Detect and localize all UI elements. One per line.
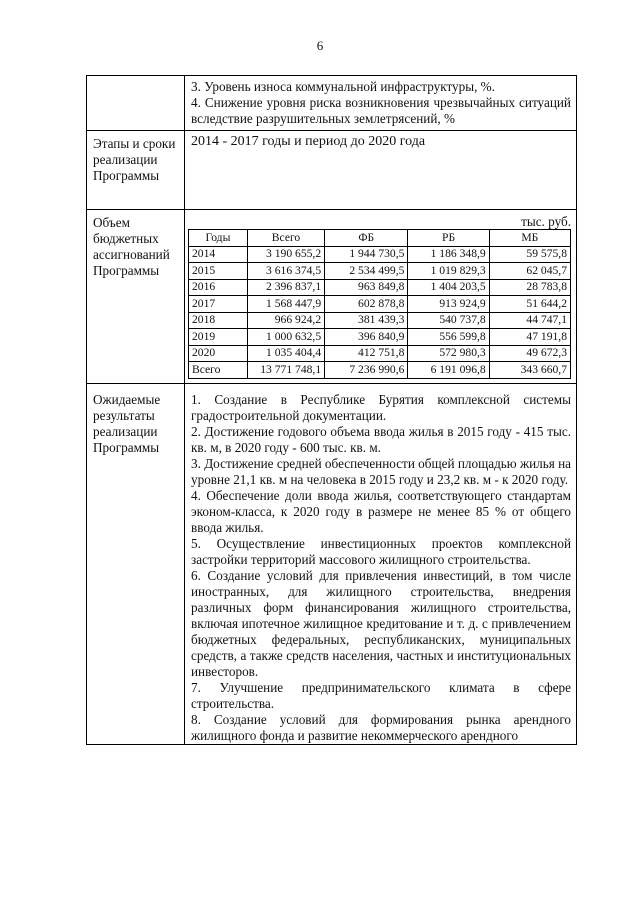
stages-label: Этапы и сроки реализации Программы xyxy=(87,131,185,210)
rb-cell: 913 924,9 xyxy=(408,296,489,313)
result-item: 2. Достижение годового объема ввода жилья в 2015 году - 415 тыс. кв. м, в 2020 году - 600 тыс. кв. м. xyxy=(191,423,571,455)
mb-cell: 62 045,7 xyxy=(489,263,570,280)
fb-cell: 602 878,8 xyxy=(325,296,408,313)
table-row xyxy=(189,263,571,280)
rb-cell: 1 019 829,3 xyxy=(408,263,489,280)
fb-cell: 396 840,9 xyxy=(325,329,408,346)
rb-cell: 556 599,8 xyxy=(408,329,489,346)
rb-cell: 540 737,8 xyxy=(408,312,489,329)
year-cell: 2020 xyxy=(189,345,248,362)
total-cell: 1 568 447,9 xyxy=(247,296,324,313)
fb-cell: 381 439,3 xyxy=(325,312,408,329)
fb-cell: 1 944 730,5 xyxy=(325,246,408,263)
header-total: Всего xyxy=(247,230,324,247)
mb-cell: 49 672,3 xyxy=(489,345,570,362)
results-value-cell xyxy=(185,383,577,744)
header-rb: РБ xyxy=(408,230,489,247)
results-label: Ожидаемые результаты реализации Программы xyxy=(87,383,185,744)
indicator-item: 4. Снижение уровня риска возникновения чрезвычайных ситуаций вследствие разрушительных землетрясений, % xyxy=(191,95,571,126)
funding-table xyxy=(188,229,571,379)
total-cell: 13 771 748,1 xyxy=(247,362,324,379)
table-row xyxy=(189,296,571,313)
passport-table xyxy=(86,75,577,745)
total-cell: 3 190 655,2 xyxy=(247,246,324,263)
table-row xyxy=(189,246,571,263)
table-row xyxy=(189,329,571,346)
year-cell: Всего xyxy=(189,362,248,379)
year-cell: 2018 xyxy=(189,312,248,329)
result-item: 3. Достижение средней обеспеченности общей площадью жилья на уровне 21,1 кв. м на человека в 2015 году и 23,2 кв. м - к 2020 году. xyxy=(191,455,571,487)
total-cell: 2 396 837,1 xyxy=(247,279,324,296)
funding-header-row xyxy=(189,230,571,247)
table-row xyxy=(189,312,571,329)
funding-unit: тыс. руб. xyxy=(521,214,571,229)
funding-value-cell xyxy=(185,210,577,384)
year-cell: 2015 xyxy=(189,263,248,280)
indicator-item: 3. Уровень износа коммунальной инфраструктуры, %. xyxy=(191,79,495,94)
table-row xyxy=(189,279,571,296)
result-item: 7. Улучшение предпринимательского климата в сфере строительства. xyxy=(191,679,571,711)
indicators-label-cell xyxy=(87,76,185,131)
table-row xyxy=(189,345,571,362)
page-number: 6 xyxy=(316,38,324,53)
fb-cell: 963 849,8 xyxy=(325,279,408,296)
result-item: 5. Осуществление инвестиционных проектов комплексной застройки территорий массового жилищного строительства. xyxy=(191,535,571,567)
total-cell: 1 035 404,4 xyxy=(247,345,324,362)
rb-cell: 6 191 096,8 xyxy=(408,362,489,379)
mb-cell: 47 191,8 xyxy=(489,329,570,346)
mb-cell: 44 747,1 xyxy=(489,312,570,329)
result-item: 1. Создание в Республике Бурятия комплексной системы градостроительной документации. xyxy=(191,391,571,423)
header-fb: ФБ xyxy=(325,230,408,247)
header-mb: МБ xyxy=(489,230,570,247)
indicators-value-cell xyxy=(185,76,577,131)
mb-cell: 59 575,8 xyxy=(489,246,570,263)
indicators-row xyxy=(87,76,577,131)
result-item: 4. Обеспечение доли ввода жилья, соответствующего стандартам эконом-класса, к 2020 году в размере не менее 85 % от общего ввода жилья. xyxy=(191,487,571,535)
stages-row xyxy=(87,131,577,210)
year-cell: 2016 xyxy=(189,279,248,296)
rb-cell: 572 980,3 xyxy=(408,345,489,362)
mb-cell: 51 644,2 xyxy=(489,296,570,313)
result-item: 6. Создание условий для привлечения инвестиций, в том числе иностранных, для жилищного строительства, внедрения различных форм финансирования жилищного строительства, включая ипотечное жилищное кредитование и т. д. с привлечением бюджетных федеральных, республиканских, муниципальных средств, а также средств населения, частных и институциональных инвесторов. xyxy=(191,567,571,679)
stages-value: 2014 - 2017 годы и период до 2020 года xyxy=(185,131,577,210)
fb-cell: 7 236 990,6 xyxy=(325,362,408,379)
total-cell: 3 616 374,5 xyxy=(247,263,324,280)
header-years: Годы xyxy=(189,230,248,247)
total-cell: 1 000 632,5 xyxy=(247,329,324,346)
mb-cell: 343 660,7 xyxy=(489,362,570,379)
result-item: 8. Создание условий для формирования рынка арендного жилищного фонда и развитие некоммерческого арендного xyxy=(191,711,571,743)
year-cell: 2019 xyxy=(189,329,248,346)
table-row-total xyxy=(189,362,571,379)
funding-row xyxy=(87,210,577,384)
results-row xyxy=(87,383,577,744)
year-cell: 2017 xyxy=(189,296,248,313)
total-cell: 966 924,2 xyxy=(247,312,324,329)
year-cell: 2014 xyxy=(189,246,248,263)
rb-cell: 1 404 203,5 xyxy=(408,279,489,296)
rb-cell: 1 186 348,9 xyxy=(408,246,489,263)
fb-cell: 412 751,8 xyxy=(325,345,408,362)
fb-cell: 2 534 499,5 xyxy=(325,263,408,280)
funding-label: Объем бюджетных ассигнований Программы xyxy=(87,210,185,384)
mb-cell: 28 783,8 xyxy=(489,279,570,296)
